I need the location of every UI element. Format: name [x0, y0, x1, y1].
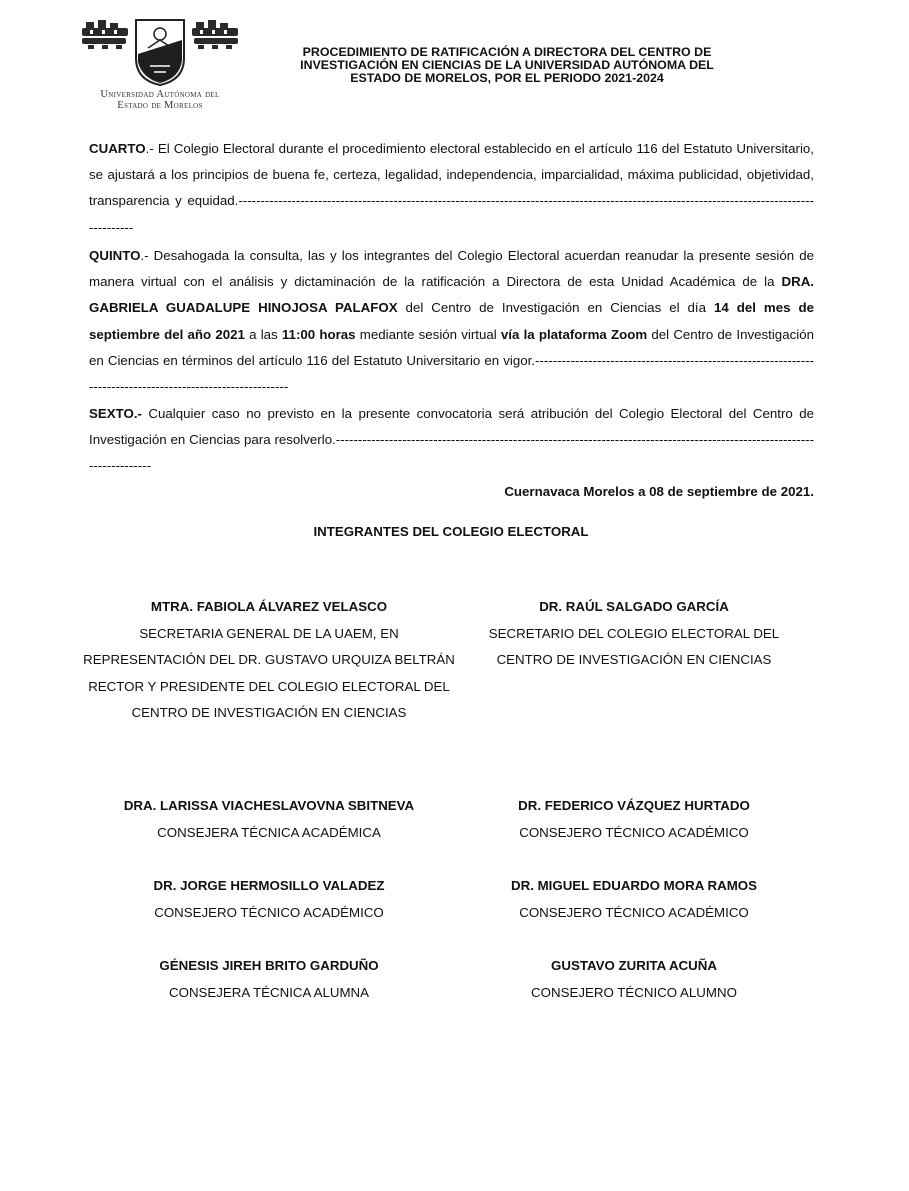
member-signature-block	[80, 594, 458, 727]
member-signature-block	[475, 873, 793, 926]
member-role-line: CONSEJERO TÉCNICO ALUMNO	[531, 984, 737, 1000]
university-name-line2: Estado de Morelos	[117, 100, 203, 111]
member-role-line: RECTOR Y PRESIDENTE DEL COLEGIO ELECTORAL DEL	[88, 678, 450, 694]
document-title	[262, 46, 752, 86]
member-signature-block	[80, 793, 458, 846]
member-name: GUSTAVO ZURITA ACUÑA	[551, 958, 717, 973]
clause-cuarto	[89, 136, 814, 241]
clause-quinto-text-3: a las	[244, 326, 282, 342]
member-role-line: CONSEJERO TÉCNICO ACADÉMICO	[154, 904, 384, 920]
member-name: GÉNESIS JIREH BRITO GARDUÑO	[159, 958, 379, 973]
member-role-line: CONSEJERA TÉCNICA ACADÉMICA	[157, 824, 381, 840]
members-heading: INTEGRANTES DEL COLEGIO ELECTORAL	[313, 524, 589, 539]
clause-cuarto-text: .- El Colegio Electoral durante el procedimiento electoral establecido en el artículo 116 del Estatuto Universitario, se ajustará a los principios de buena fe, certeza, legalidad, independencia, imparcialidad, máxima publicidad, objetividad, transparencia y equidad.--------------------------------------------------------------------------------------------------------------------------------------------	[89, 141, 814, 235]
session-date: 14 del mes de septiembre del año 2021	[89, 300, 815, 342]
member-role-line: SECRETARIO DEL COLEGIO ELECTORAL DEL	[488, 625, 780, 641]
member-role-line: CONSEJERO TÉCNICO ACADÉMICO	[519, 824, 749, 840]
member-role-line: SECRETARIA GENERAL DE LA UAEM, EN	[139, 625, 399, 641]
member-role-line: REPRESENTACIÓN DEL DR. GUSTAVO URQUIZA BELTRÁN	[83, 652, 455, 667]
clause-quinto-text-1: .- Desahogada la consulta, las y los integrantes del Colegio Electoral acuerdan reanudar la presente sesión de manera virtual con el análisis y dictaminación de la ratificación a Directora de esta Unidad Académica de la	[89, 248, 814, 290]
member-name: DRA. LARISSA VIACHESLAVOVNA SBITNEVA	[123, 798, 415, 813]
title-line1: PROCEDIMIENTO DE RATIFICACIÓN A DIRECTORA DEL CENTRO DE	[302, 45, 712, 59]
clause-sexto	[89, 401, 814, 480]
clause-quinto	[89, 243, 814, 400]
member-name: DR. FEDERICO VÁZQUEZ HURTADO	[518, 798, 750, 813]
member-role-line: CONSEJERO TÉCNICO ACADÉMICO	[519, 904, 749, 920]
clause-sexto-label: SEXTO.-	[89, 406, 142, 421]
title-line2: INVESTIGACIÓN EN CIENCIAS DE LA UNIVERSIDAD AUTÓNOMA DEL	[300, 58, 714, 73]
member-signature-block	[475, 953, 793, 1006]
clause-quinto-text-5: del Centro de Investigación en Ciencias en términos del artículo 116 del Estatuto Universitario en vigor.------------------------------------------------------------------------------------------------------------	[89, 326, 814, 395]
member-signature-block	[475, 594, 793, 674]
session-time: 11:00 horas	[281, 326, 356, 342]
member-role-line: CONSEJERA TÉCNICA ALUMNA	[169, 984, 369, 1000]
university-name	[76, 89, 244, 111]
clause-quinto-label: QUINTO	[89, 248, 141, 263]
member-signature-block	[80, 953, 458, 1006]
place-and-date: Cuernavaca Morelos a 08 de septiembre de 2021.	[504, 484, 814, 499]
member-name: DR. JORGE HERMOSILLO VALADEZ	[153, 878, 385, 893]
member-signature-block	[475, 793, 793, 846]
university-seal-icon	[80, 18, 240, 86]
session-platform: vía la plataforma Zoom	[500, 326, 648, 342]
member-signature-block	[80, 873, 458, 926]
member-role-line: CENTRO DE INVESTIGACIÓN EN CIENCIAS	[496, 652, 772, 667]
member-name: DR. MIGUEL EDUARDO MORA RAMOS	[511, 878, 757, 893]
clause-cuarto-label: CUARTO	[89, 141, 146, 156]
title-line3: ESTADO DE MORELOS, POR EL PERIODO 2021-2024	[350, 71, 664, 86]
member-name: MTRA. FABIOLA ÁLVAREZ VELASCO	[150, 599, 388, 614]
member-name: DR. RAÚL SALGADO GARCÍA	[539, 599, 729, 614]
clause-quinto-text-2: del Centro de Investigación en Ciencias el día	[397, 300, 714, 316]
director-name: DRA. GABRIELA GUADALUPE HINOJOSA PALAFOX	[89, 274, 814, 316]
university-name-line1: Universidad Autónoma del	[100, 89, 220, 100]
clause-quinto-text-4: mediante sesión virtual	[355, 326, 501, 342]
clause-sexto-text: Cualquier caso no previsto en la presente convocatoria será atribución del Colegio Electoral del Centro de Investigación en Ciencias para resolverlo.--------------------------------------------------------------------------------------------------------------------------	[89, 406, 814, 474]
member-role-line: CENTRO DE INVESTIGACIÓN EN CIENCIAS	[131, 705, 407, 720]
university-logo	[76, 18, 244, 116]
